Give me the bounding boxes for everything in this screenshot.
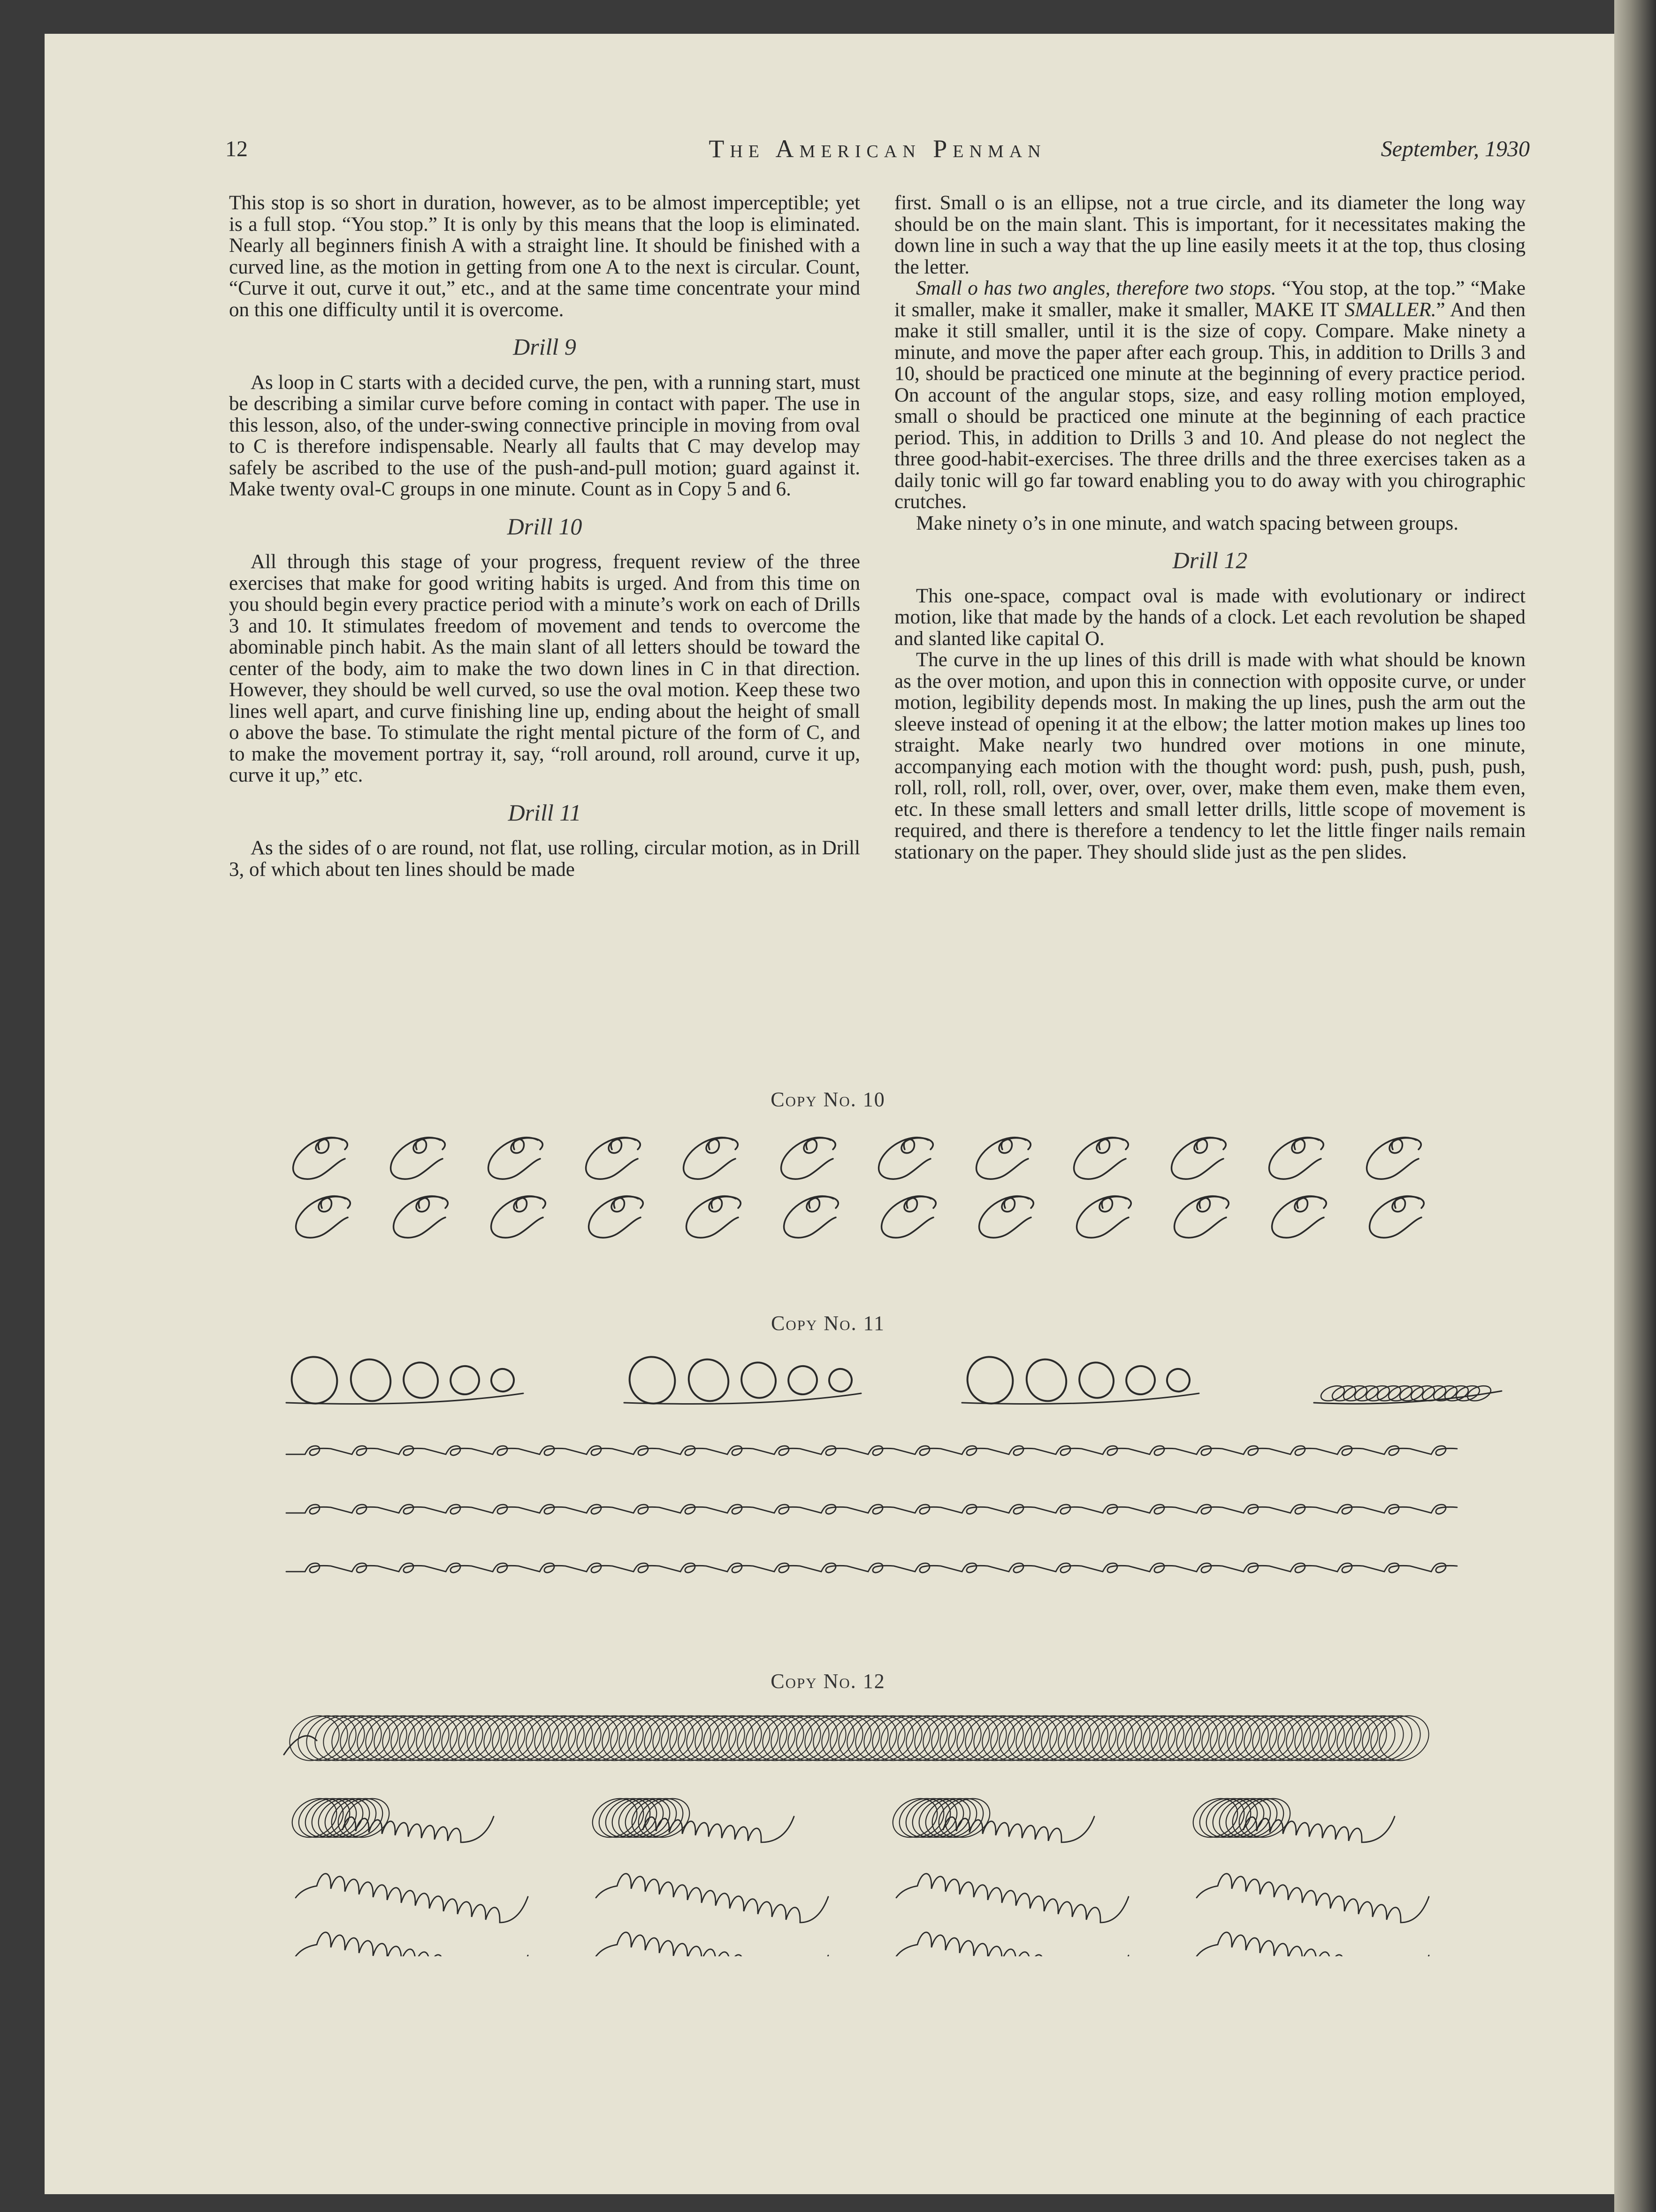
oval-o-form — [682, 1353, 735, 1408]
capital-c-form — [1074, 1138, 1129, 1179]
over-motion-row — [896, 1932, 1129, 1956]
small-o-emphasis: Small o has two angles, therefore two stops. — [916, 277, 1276, 299]
capital-c-form — [784, 1196, 839, 1238]
over-motion-row — [596, 1874, 828, 1923]
capital-c-form — [488, 1138, 543, 1179]
over-motion-row — [296, 1932, 528, 1956]
over-motion-stroke — [1244, 1817, 1395, 1842]
small-o-specimens — [277, 1351, 1506, 1595]
copy-11-plate — [277, 1351, 1506, 1595]
copy-11-label: Copy No. 11 — [771, 1312, 885, 1335]
oval-o-form — [446, 1361, 483, 1399]
over-motion-row — [896, 1874, 1129, 1923]
capital-c-form — [882, 1196, 936, 1238]
left-column — [229, 192, 860, 880]
drill-9-text: As loop in C starts with a decided curve, the pen, with a running start, must be describing a similar curve before coming in contact with paper. The use in this lesson, also, of the under-swing connective principle in moving from oval to C is therefore indispensable. Nearly all faults that C may develop may safely be ascribed to the use of the push-and-pull motion; guard against it. Make twenty oval-C groups in one minute. Count as in Copy 5 and 6. — [229, 371, 860, 500]
capital-c-form — [1370, 1196, 1424, 1238]
capital-c-form — [781, 1138, 836, 1179]
entry-stroke — [284, 1736, 317, 1755]
capital-c-form — [977, 1138, 1031, 1179]
over-motion-row — [296, 1874, 528, 1923]
capital-c-form — [293, 1138, 348, 1179]
drill-12-text-2: The curve in the up lines of this drill is made with what should be known as the over motion, and upon this in connection with opposite curve, or under motion, legibility depends most. In making the up lines, push the arm out the sleeve instead of opening it at the elbow; the latter motion makes up lines too straight. Make nearly two hundred over motions in one minute, accompanying each motion with the thought word: push, push, push, push, roll, roll, roll, roll, over, over, over, over, make them even, make them even, etc. In these small letters and small letter drills, little scope of movement is required, and there is therefore a tendency to let the little finger nails remain stationary on the paper. They should slide just as the pen slides. — [894, 649, 1526, 863]
oval-o-form — [784, 1361, 821, 1399]
oval-o-form — [344, 1353, 397, 1408]
intro-paragraph: This stop is so short in duration, however, as to be almost imperceptible; yet is a full stop. “You stop.” It is only by this means that the loop is eliminated. Nearly all beginners finish A with a straight line. It should be finished with a curved line, as the motion in getting from one A to the next is circular. Count, “Curve it out, curve it out,” etc., and at the same time concentrate your mind on this one difficulty until it is overcome. — [229, 192, 860, 321]
copy-10-label: Copy No. 10 — [771, 1088, 885, 1111]
copy-10-plate — [282, 1124, 1464, 1241]
running-header — [225, 131, 1530, 174]
oval-o-form — [736, 1357, 781, 1403]
capital-c-form — [394, 1196, 448, 1238]
oval-o-form — [622, 1351, 682, 1411]
oval-o-form — [1020, 1353, 1073, 1408]
capital-c-form — [491, 1196, 546, 1238]
capital-c-form — [1175, 1196, 1229, 1238]
over-motion-row — [596, 1932, 828, 1956]
spacing-paragraph: Make ninety o’s in one minute, and watch spacing between groups. — [916, 512, 1458, 534]
copy-12-label: Copy No. 12 — [771, 1670, 885, 1693]
oval-drill-specimens — [277, 1703, 1506, 1956]
capital-c-form — [1172, 1138, 1226, 1179]
drill-11-continued: first. Small o is an ellipse, not a true circle, and its diameter the long way should be on the main slant. This is important, for it necessitates making the down line in such a way that the up line easily meets it at the top, thus closing the letter. — [894, 192, 1526, 278]
capital-c-form — [586, 1138, 641, 1179]
smaller-emphasis: SMALLER. — [1344, 298, 1436, 321]
oval-o-form — [398, 1357, 443, 1403]
oval-o-form — [1074, 1357, 1119, 1403]
capital-c-form — [589, 1196, 643, 1238]
small-o-text-b: ” And then make it still smaller, until it is the size of copy. Compare. Make ninety a minute, and move the paper after each group. This, in addition to Drills 3 and 10, should be practiced one minute at the beginning of every practice period. On account of the angular stops, size, and easy rolling motion employed, small o should be practiced one minute at the beginning of each practice period. This, in addition to Drills 3 and 10. And please do not neglect the three good-habit-exercises. The three drills and the three exercises taken as a daily tonic will go far toward enabling you to do away with you chirographic crutches. — [894, 298, 1526, 513]
capital-c-form — [1269, 1138, 1324, 1179]
drill-12-text-1: This one-space, compact oval is made with evolutionary or indirect motion, like that made by the hands of a clock. Let each revolution be shaped and slanted like capital O. — [894, 585, 1526, 650]
drill-12-heading: Drill 12 — [1172, 547, 1248, 573]
capital-c-specimens — [282, 1124, 1464, 1241]
capital-c-form — [1077, 1196, 1131, 1238]
oval-o-form — [284, 1351, 344, 1411]
capital-c-form — [296, 1196, 351, 1238]
over-motion-row — [1197, 1932, 1429, 1956]
right-column — [894, 192, 1526, 863]
drill-10-heading: Drill 10 — [507, 513, 582, 540]
small-o-row — [286, 1563, 1457, 1573]
issue-date: September, 1930 — [1381, 137, 1530, 161]
oval-o-form — [960, 1351, 1020, 1411]
drill-10-text: All through this stage of your progress, frequent review of the three exercises that make for good writing habits is urged. And from this time on you should begin every practice period with a minute’s work on each of Drills 3 and 10. It stimulates freedom of movement and tends to overcome the abominable pinch habit. As the main slant of all letters should be toward the center of the body, aim to make the two down lines in C in that direction. However, they should be well curved, so use the oval motion. Keep these two lines well apart, and curve finishing line up, ending about the height of small o above the base. To stimulate the right mental picture of the form of C, and to make the movement portray it, say, “roll around, roll around, curve it up, curve it up,” etc. — [229, 551, 860, 786]
small-o-text-a: “You stop, at the top.” “Make it smaller, make it smaller, make it smaller, MAKE IT — [894, 277, 1526, 321]
oval-o-form — [488, 1365, 518, 1395]
page-number: 12 — [225, 137, 248, 161]
oval-o-form — [825, 1365, 855, 1395]
drill-11-text: As the sides of o are round, not flat, use rolling, circular motion, as in Drill 3, of which about ten lines should be made — [229, 837, 860, 881]
drill-9-heading: Drill 9 — [513, 334, 576, 360]
small-o-paragraph — [894, 278, 1526, 513]
over-motion-stroke — [943, 1817, 1094, 1842]
capital-c-form — [391, 1138, 445, 1179]
capital-c-form — [879, 1138, 933, 1179]
capital-c-form — [979, 1196, 1034, 1238]
capital-c-form — [1272, 1196, 1327, 1238]
journal-title: The American Penman — [709, 135, 1046, 163]
oval-o-form — [1122, 1361, 1159, 1399]
small-o-row — [286, 1505, 1457, 1514]
over-motion-stroke — [343, 1817, 494, 1842]
copy-12-plate — [277, 1703, 1506, 1956]
capital-c-form — [1367, 1138, 1421, 1179]
capital-c-form — [684, 1138, 738, 1179]
over-motion-stroke — [643, 1817, 794, 1842]
small-o-row — [286, 1446, 1457, 1455]
oval-o-form — [1163, 1365, 1193, 1395]
capital-c-form — [687, 1196, 741, 1238]
drill-11-heading: Drill 11 — [508, 799, 581, 826]
over-motion-row — [1197, 1874, 1429, 1923]
